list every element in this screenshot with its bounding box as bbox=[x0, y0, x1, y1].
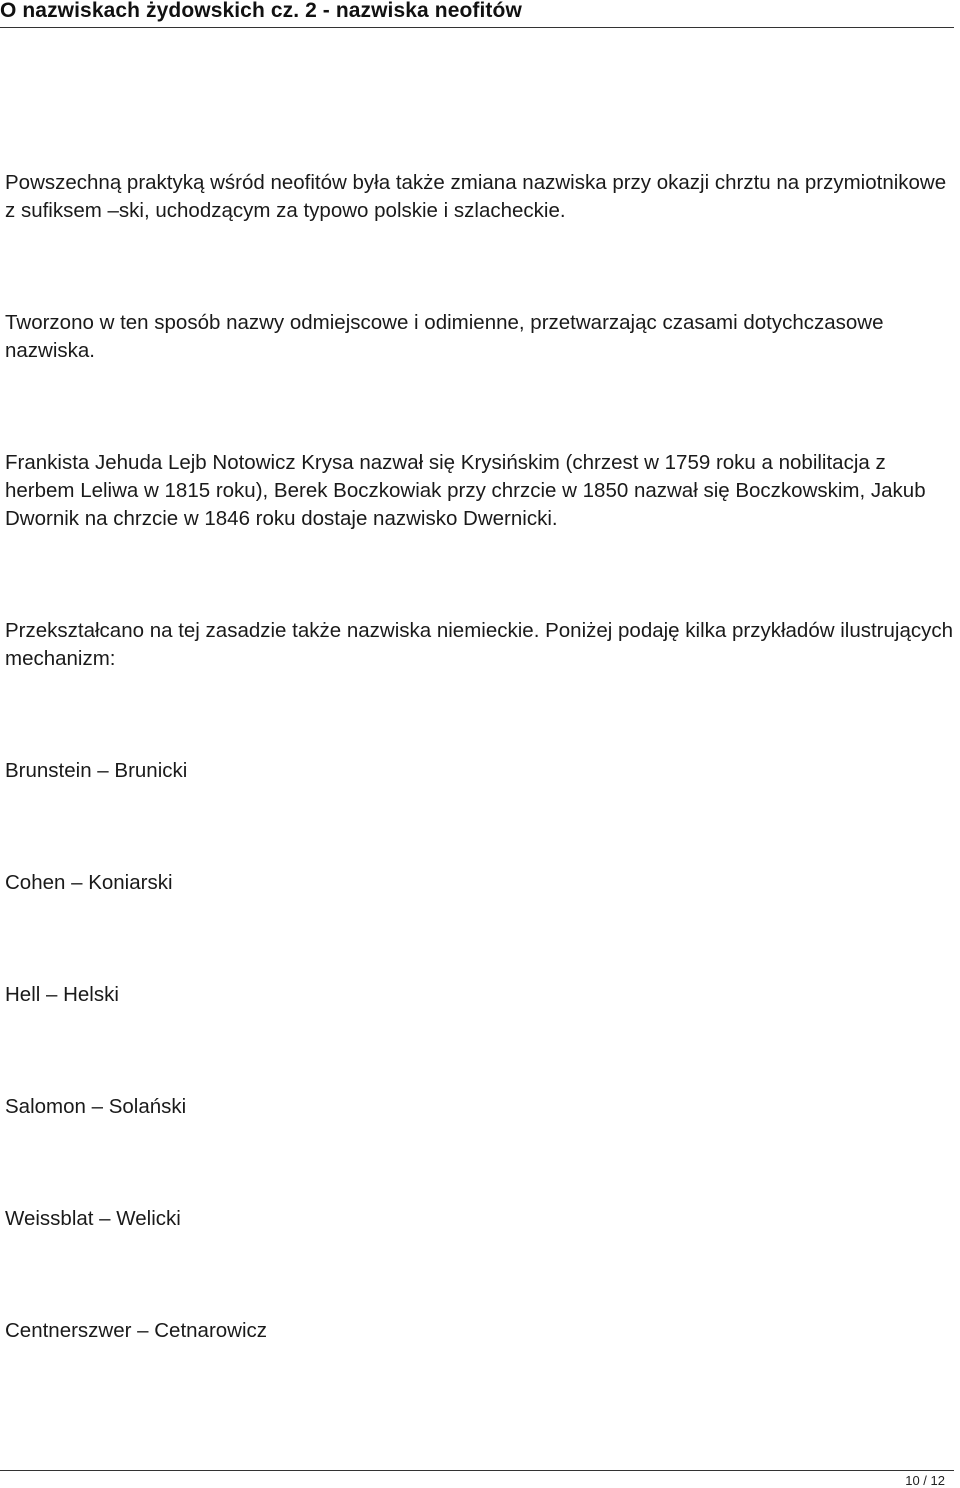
name-example-item: Brunstein – Brunicki bbox=[5, 759, 188, 782]
paragraph-german-names-intro: Przekształcano na tej zasadzie także nazwiska niemieckie. Poniżej podaję kilka przykładów ilustrujących mechanizm: bbox=[5, 619, 954, 670]
name-example-item: Weissblat – Welicki bbox=[5, 1207, 181, 1230]
name-example-item: Cohen – Koniarski bbox=[5, 871, 173, 894]
name-example-item: Centnerszwer – Cetnarowicz bbox=[5, 1319, 268, 1342]
page-title: O nazwiskach żydowskich cz. 2 - nazwiska neofitów bbox=[0, 0, 522, 22]
paragraph-neophyte-practice: Powszechną praktyką wśród neofitów była także zmiana nazwiska przy okazji chrztu na przymiotnikowe z sufiksem –ski, uchodzącym za typowo polskie i szlacheckie. bbox=[5, 171, 947, 222]
name-example-item: Salomon – Solański bbox=[5, 1095, 187, 1118]
paragraph-examples-history: Frankista Jehuda Lejb Notowicz Krysa nazwał się Krysińskim (chrzest w 1759 roku a nobilitacja z herbem Leliwa w 1815 roku), Berek Boczkowiak przy chrzcie w 1850 nazwał się Boczkowskim, Jakub Dwornik na chrzcie w 1846 roku dostaje nazwisko Dwernicki. bbox=[5, 451, 926, 530]
name-example-item: Hell – Helski bbox=[5, 983, 119, 1006]
page-number: 10 / 12 bbox=[905, 1473, 945, 1488]
page-header bbox=[0, 0, 954, 28]
page-footer bbox=[0, 1470, 954, 1488]
paragraph-name-formation: Tworzono w ten sposób nazwy odmiejscowe i odimienne, przetwarzając czasami dotychczasowe nazwiska. bbox=[5, 311, 884, 362]
